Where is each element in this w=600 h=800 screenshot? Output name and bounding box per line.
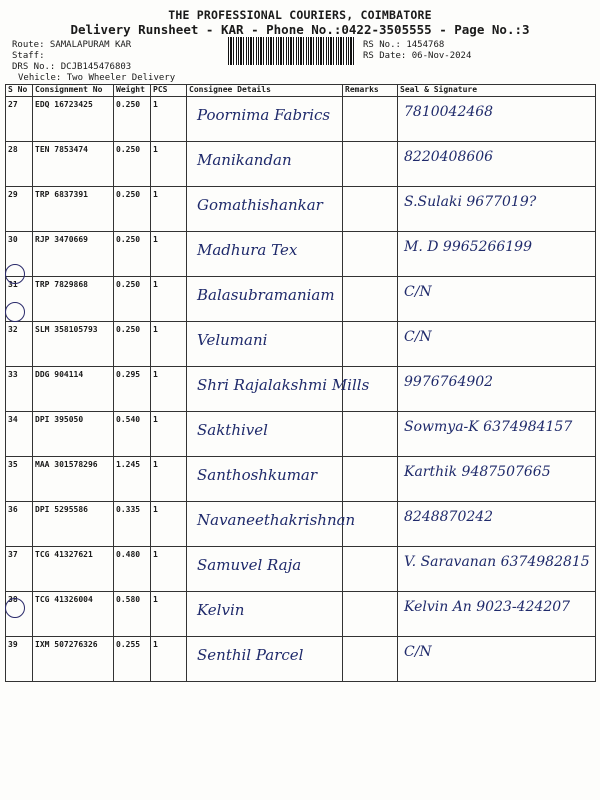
- handwritten-signature: Sowmya-K 6374984157: [404, 419, 573, 435]
- table-row: [6, 367, 596, 412]
- table-row: [6, 277, 596, 322]
- cell-consignee: [187, 592, 343, 637]
- handwritten-signature: C/N: [404, 644, 432, 660]
- handwritten-consignee: Shri Rajalakshmi Mills: [197, 376, 370, 394]
- cell-signature: [398, 367, 596, 412]
- table-row: [6, 547, 596, 592]
- handwritten-consignee: Kelvin: [197, 601, 245, 619]
- cell-signature: [398, 97, 596, 142]
- company-name: THE PROFESSIONAL COURIERS, COIMBATORE: [168, 8, 432, 22]
- cell-weight: 0.250: [114, 142, 151, 187]
- circle-mark: [5, 264, 25, 284]
- cell-signature: [398, 187, 596, 232]
- handwritten-signature: Karthik 9487507665: [404, 464, 551, 480]
- cell-signature: [398, 637, 596, 682]
- handwritten-consignee: Navaneethakrishnan: [197, 511, 356, 529]
- cell-sno: 27: [6, 97, 33, 142]
- table-row: [6, 232, 596, 277]
- cell-weight: 0.255: [114, 637, 151, 682]
- cell-signature: [398, 322, 596, 367]
- cell-remarks: [343, 187, 398, 232]
- cell-pcs: 1: [151, 457, 187, 502]
- handwritten-signature: S.Sulaki 9677019?: [404, 194, 537, 210]
- cell-consignment: TRP 6837391: [33, 187, 114, 232]
- staff-label: Staff:: [12, 51, 45, 61]
- cell-pcs: 1: [151, 142, 187, 187]
- cell-pcs: 1: [151, 322, 187, 367]
- cell-consignment: TCG 41327621: [33, 547, 114, 592]
- cell-consignment: EDQ 16723425: [33, 97, 114, 142]
- cell-weight: 0.540: [114, 412, 151, 457]
- cell-sno: 31: [6, 277, 33, 322]
- cell-remarks: [343, 232, 398, 277]
- cell-consignment: TEN 7853474: [33, 142, 114, 187]
- cell-consignee: [187, 97, 343, 142]
- cell-consignee: [187, 457, 343, 502]
- cell-consignment: DPI 395050: [33, 412, 114, 457]
- cell-weight: 0.295: [114, 367, 151, 412]
- handwritten-signature: 8220408606: [404, 149, 494, 165]
- cell-remarks: [343, 457, 398, 502]
- circle-mark: [5, 302, 25, 322]
- cell-signature: [398, 457, 596, 502]
- cell-consignment: DPI 5295586: [33, 502, 114, 547]
- cell-pcs: 1: [151, 547, 187, 592]
- cell-signature: [398, 547, 596, 592]
- table-header-row: [6, 85, 596, 97]
- cell-weight: 0.480: [114, 547, 151, 592]
- rs-number: RS No.: 1454768: [363, 40, 445, 50]
- cell-consignee: [187, 502, 356, 547]
- handwritten-signature: 9976764902: [404, 374, 494, 390]
- header-consignee: Consignee Details: [187, 85, 343, 97]
- vehicle-label: Vehicle: Two Wheeler Delivery: [18, 73, 176, 83]
- table-row: [6, 97, 596, 142]
- cell-consignment: DDG 904114: [33, 367, 114, 412]
- route-label: Route: SAMALAPURAM KAR: [12, 40, 132, 50]
- handwritten-consignee: Samuvel Raja: [197, 556, 302, 574]
- header-consignment: Consignment No: [33, 85, 114, 97]
- cell-signature: [398, 232, 596, 277]
- cell-sno: 34: [6, 412, 33, 457]
- cell-sno: 38: [6, 592, 33, 637]
- cell-sno: 30: [6, 232, 33, 277]
- cell-weight: 0.335: [114, 502, 151, 547]
- handwritten-signature: V. Saravanan 6374982815: [404, 554, 590, 570]
- cell-consignee: [187, 547, 343, 592]
- handwritten-signature: 7810042468: [404, 104, 494, 120]
- cell-weight: 0.250: [114, 322, 151, 367]
- cell-weight: 1.245: [114, 457, 151, 502]
- cell-consignee: [187, 367, 370, 412]
- cell-weight: 0.250: [114, 97, 151, 142]
- cell-consignee: [187, 412, 343, 457]
- cell-consignment: MAA 301578296: [33, 457, 114, 502]
- handwritten-signature: C/N: [404, 284, 432, 300]
- cell-pcs: 1: [151, 592, 187, 637]
- cell-sno: 35: [6, 457, 33, 502]
- cell-pcs: 1: [151, 277, 187, 322]
- cell-consignment: RJP 3470669: [33, 232, 114, 277]
- rs-date: RS Date: 06-Nov-2024: [363, 51, 472, 61]
- drs-number: DRS No.: DCJB145476803: [12, 62, 132, 72]
- cell-sno: 39: [6, 637, 33, 682]
- handwritten-signature: Kelvin An 9023-424207: [404, 599, 571, 615]
- header-pcs: PCS: [151, 85, 187, 97]
- cell-signature: [398, 412, 596, 457]
- cell-signature: [398, 277, 596, 322]
- table-row: [6, 457, 596, 502]
- runsheet-table: [5, 84, 596, 682]
- handwritten-signature: 8248870242: [404, 509, 494, 525]
- cell-remarks: [343, 592, 398, 637]
- cell-pcs: 1: [151, 187, 187, 232]
- handwritten-signature: C/N: [404, 329, 432, 345]
- cell-signature: [398, 142, 596, 187]
- cell-signature: [398, 502, 596, 547]
- cell-sno: 33: [6, 367, 33, 412]
- handwritten-consignee: Santhoshkumar: [197, 466, 318, 484]
- handwritten-consignee: Balasubramaniam: [197, 286, 335, 304]
- cell-remarks: [343, 97, 398, 142]
- runsheet-title: Delivery Runsheet - KAR - Phone No.:0422-3505555 - Page No.:3: [70, 22, 530, 37]
- cell-pcs: 1: [151, 232, 187, 277]
- cell-sno: 37: [6, 547, 33, 592]
- cell-sno: 32: [6, 322, 33, 367]
- cell-remarks: [343, 277, 398, 322]
- cell-weight: 0.580: [114, 592, 151, 637]
- cell-consignee: [187, 277, 343, 322]
- cell-weight: 0.250: [114, 277, 151, 322]
- handwritten-signature: M. D 9965266199: [404, 239, 532, 255]
- table-row: [6, 592, 596, 637]
- handwritten-consignee: Manikandan: [197, 151, 292, 169]
- cell-consignee: [187, 142, 343, 187]
- cell-consignee: [187, 322, 343, 367]
- cell-pcs: 1: [151, 367, 187, 412]
- handwritten-consignee: Gomathishankar: [197, 196, 323, 214]
- cell-remarks: [343, 547, 398, 592]
- cell-signature: [398, 592, 596, 637]
- cell-consignment: SLM 358105793: [33, 322, 114, 367]
- header-signature: Seal & Signature: [398, 85, 596, 97]
- cell-pcs: 1: [151, 502, 187, 547]
- header-sno: S No: [6, 85, 33, 97]
- table-row: [6, 637, 596, 682]
- cell-pcs: 1: [151, 412, 187, 457]
- handwritten-consignee: Velumani: [197, 331, 268, 349]
- handwritten-consignee: Sakthivel: [197, 421, 268, 439]
- barcode: [228, 37, 356, 65]
- table-row: [6, 502, 596, 547]
- cell-sno: 28: [6, 142, 33, 187]
- cell-pcs: 1: [151, 637, 187, 682]
- cell-consignment: TCG 41326004: [33, 592, 114, 637]
- table-row: [6, 187, 596, 232]
- table-row: [6, 142, 596, 187]
- handwritten-consignee: Madhura Tex: [197, 241, 298, 259]
- table-row: [6, 412, 596, 457]
- table-row: [6, 322, 596, 367]
- cell-weight: 0.250: [114, 232, 151, 277]
- table-body: [6, 97, 596, 682]
- circle-mark: [5, 598, 25, 618]
- cell-consignment: TRP 7829868: [33, 277, 114, 322]
- cell-remarks: [343, 412, 398, 457]
- cell-weight: 0.250: [114, 187, 151, 232]
- cell-sno: 36: [6, 502, 33, 547]
- cell-pcs: 1: [151, 97, 187, 142]
- cell-remarks: [343, 142, 398, 187]
- handwritten-consignee: Senthil Parcel: [197, 646, 304, 664]
- cell-consignee: [187, 232, 343, 277]
- cell-consignee: [187, 637, 343, 682]
- cell-sno: 29: [6, 187, 33, 232]
- header-weight: Weight: [114, 85, 151, 97]
- header-remarks: Remarks: [343, 85, 398, 97]
- cell-consignment: IXM 507276326: [33, 637, 114, 682]
- cell-remarks: [343, 322, 398, 367]
- cell-remarks: [343, 637, 398, 682]
- handwritten-consignee: Poornima Fabrics: [197, 106, 331, 124]
- cell-consignee: [187, 187, 343, 232]
